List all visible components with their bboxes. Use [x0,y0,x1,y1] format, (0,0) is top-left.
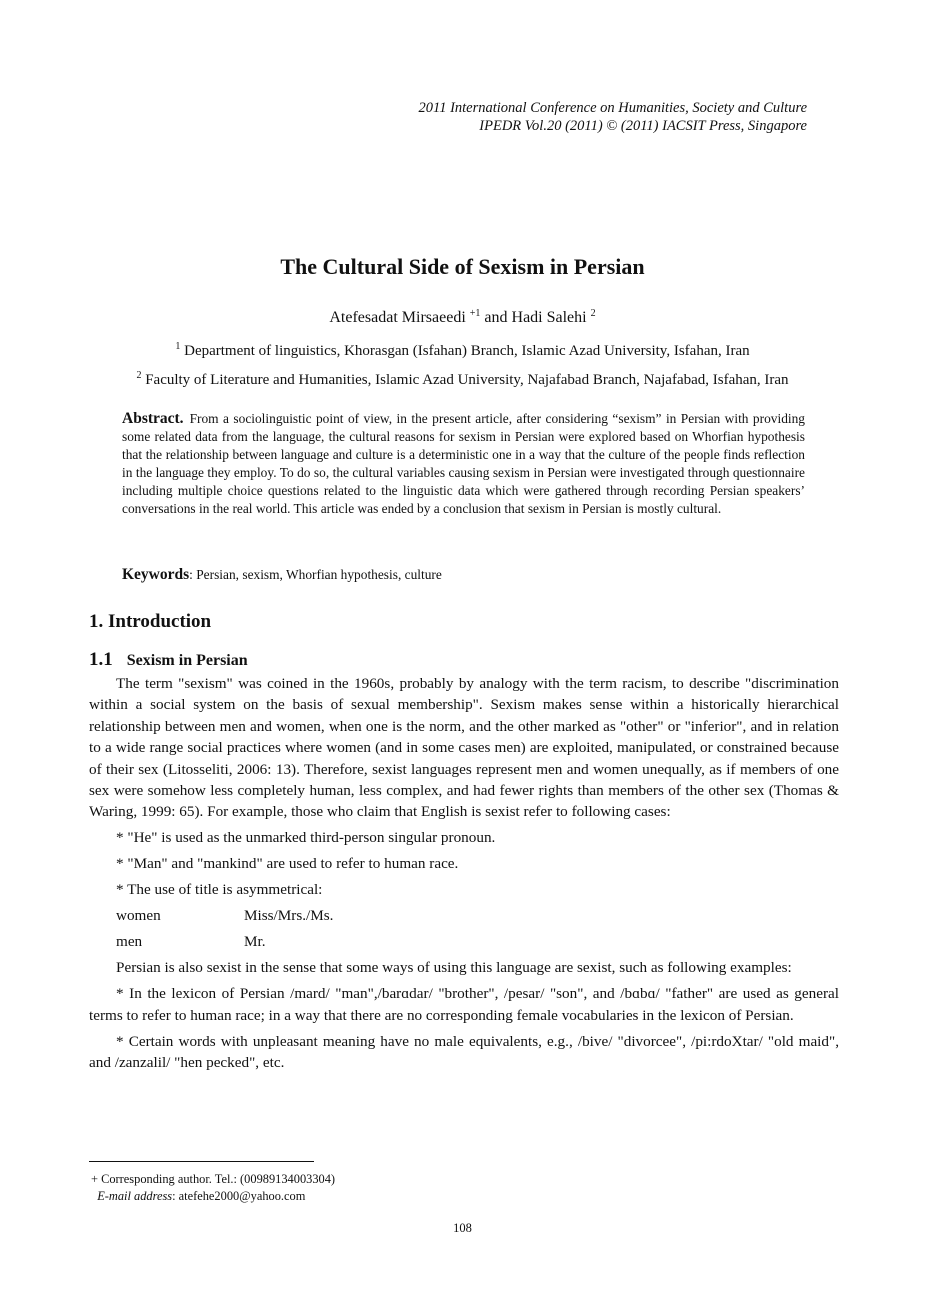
paragraph-3: * In the lexicon of Persian /mard/ "man",/barɑdar/ "brother", /pesar/ "son", and /bɑbɑ/ "father" are used as general terms to refer to human race; in a way that there are no corresponding female vocabularies in the lexicon of Persian. [89,985,839,1024]
affiliation-1-mark: 1 [175,341,181,352]
affiliation-1 [0,343,925,360]
affiliation-1-text: Department of linguistics, Khorasgan (Isfahan) Branch, Islamic Azad University, Isfahan, Iran [184,343,750,359]
title-row-women [116,905,839,926]
paragraph-2: Persian is also sexist in the sense that some ways of using this language are sexist, such as following examples: [116,959,792,977]
author-1-affil-mark: +1 [469,308,481,319]
author-connector: and Hadi Salehi [484,309,587,326]
email-label: E-mail address [97,1189,173,1203]
list-item: * "Man" and "mankind" are used to refer to human race. [116,855,459,873]
affiliation-2-mark: 2 [136,370,142,381]
abstract-text: From a sociolinguistic point of view, in the present article, after considering “sexism” in Persian with providing some related data from the language, the cultural reasons for sexism in Persian were explored based on Whorfian hypothesis that the relationship between language and culture is a deterministic one in a way that the culture of the people finds reflection in the language they employ. To do so, the cultural variables causing sexism in Persian were investigated through questionnaire including multiple choice questions related to the linguistic data which were gathered through recording Persian speakers’ conversations in the real world. This article was ended by a conclusion that sexism in Persian is mostly cultural. [122,411,805,516]
section-heading-introduction: 1. Introduction [89,611,212,632]
footnote-email [91,1188,335,1205]
footnote-divider [89,1161,314,1162]
list-item: * The use of title is asymmetrical: [116,881,323,899]
email-address: : atefehe2000@yahoo.com [172,1189,306,1203]
paper-title: The Cultural Side of Sexism in Persian [280,254,645,279]
title-value: Miss/Mrs./Ms. [244,907,334,925]
abstract-label: Abstract. [122,410,184,427]
title-label: men [116,933,143,951]
abstract [122,410,805,518]
title-label: women [116,907,161,925]
title-value: Mr. [244,933,266,951]
affiliation-2-text: Faculty of Literature and Humanities, Islamic Azad University, Najafabad Branch, Najafabad, Isfahan, Iran [145,372,789,388]
keywords-text: : Persian, sexism, Whorfian hypothesis, culture [189,567,442,582]
affiliation-2 [0,372,925,389]
subsection-title: Sexism in Persian [126,652,248,669]
author-1: Atefesadat Mirsaeedi [329,309,466,326]
body-text [89,673,839,1074]
paragraph-1: The term "sexism" was coined in the 1960s, probably by analogy with the term racism, to describe "discrimination within a social system on the basis of sexual membership". Sexism makes sense within a historically hierarchical relationship between men and women, when one is the norm, and the other marked as "other" or "inferior", and in relation to a wide range social practices where women (and in some cases men) are exploited, manipulated, or constrained because of their sex (Litosseliti, 2006: 13). Therefore, sexist languages represent men and women unequally, as if members of one sex were somehow less completely human, less complex, and had fewer rights than members of the other sex (Thomas & Waring, 1999: 65). For example, those who claim that English is sexist refer to following cases: [89,675,839,821]
paragraph-4: * Certain words with unpleasant meaning have no male equivalents, e.g., /bive/ "divorcee", /pi:rdoXtar/ "old maid", and /zanzalil/ "hen pecked", etc. [89,1032,839,1072]
subsection-number: 1.1 [89,649,113,670]
conference-header [419,99,807,135]
keywords-label: Keywords [122,566,190,583]
footnote [91,1171,335,1205]
author-line [0,309,925,327]
subsection-heading [89,649,248,671]
footnote-corresponding: + Corresponding author. Tel.: (00989134003304) [91,1172,336,1186]
header-line-2: IPEDR Vol.20 (2011) © (2011) IACSIT Press, Singapore [479,118,807,134]
title-row-men [116,931,839,952]
keywords [122,566,442,584]
page-number: 108 [453,1221,472,1235]
list-item: * "He" is used as the unmarked third-person singular pronoun. [116,829,496,847]
author-2-affil-mark: 2 [590,308,596,319]
header-line-1: 2011 International Conference on Humanities, Society and Culture [418,100,807,116]
